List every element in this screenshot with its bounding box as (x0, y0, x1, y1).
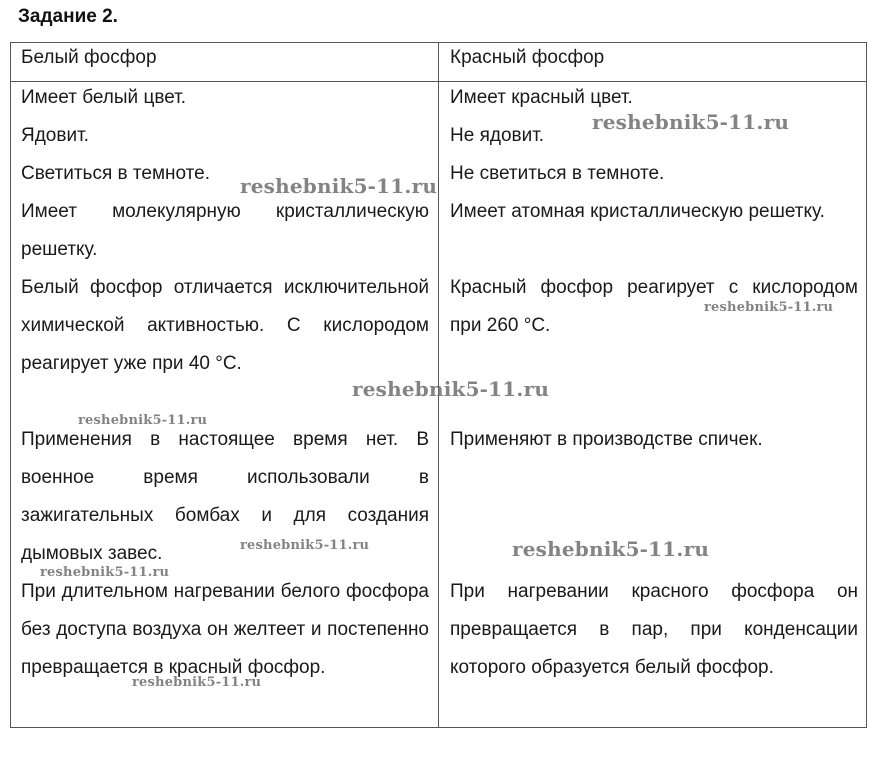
watermark: reshebnik5-11.ru (132, 675, 262, 690)
watermark: reshebnik5-11.ru (352, 377, 550, 401)
white-prop-heating: При длительном нагревании белого фосфора без доступа воздуха он желтеет и постепенно превращается в красный фосфор. (21, 581, 429, 678)
white-prop-lattice: Имеет молекулярную кристаллическую решетку. (21, 201, 429, 260)
white-prop-usage: Применения в настоящее время нет. В военное время использовали в зажигательных бомбах и для создания дымовых завес. (21, 429, 429, 564)
watermark: reshebnik5-11.ru (240, 174, 438, 198)
watermark: reshebnik5-11.ru (40, 565, 170, 580)
watermark: reshebnik5-11.ru (240, 538, 370, 553)
watermark: reshebnik5-11.ru (704, 300, 834, 315)
header-white-phosphorus: Белый фосфор (21, 47, 157, 68)
red-prop-color: Имеет красный цвет. (450, 87, 633, 108)
red-phosphorus-column (450, 79, 858, 719)
white-prop-color: Имеет белый цвет. (21, 87, 187, 108)
watermark: reshebnik5-11.ru (512, 537, 710, 561)
white-prop-glow: Светиться в темноте. (21, 163, 210, 184)
comparison-table (10, 42, 867, 728)
column-divider (438, 43, 439, 727)
header-red-phosphorus: Красный фосфор (450, 47, 605, 68)
red-prop-usage: Применяют в производстве спичек. (450, 429, 763, 450)
watermark: reshebnik5-11.ru (592, 110, 790, 134)
red-prop-glow: Не светиться в темноте. (450, 163, 665, 184)
task-title: Задание 2. (18, 6, 118, 27)
white-prop-reactivity: Белый фосфор отличается исключительной химической активностью. С кислородом реагирует уже при 40 °С. (21, 277, 429, 374)
white-prop-toxicity: Ядовит. (21, 125, 89, 146)
red-prop-toxicity: Не ядовит. (450, 125, 545, 146)
red-prop-lattice: Имеет атомная кристаллическую решетку. (450, 201, 825, 222)
watermark: reshebnik5-11.ru (78, 413, 208, 428)
white-phosphorus-column (21, 79, 429, 719)
red-prop-heating: При нагревании красного фосфора он превращается в пар, при конденсации которого образуется белый фосфор. (450, 581, 858, 678)
red-prop-reactivity: Красный фосфор реагирует с кислородом при 260 °С. (450, 277, 858, 336)
